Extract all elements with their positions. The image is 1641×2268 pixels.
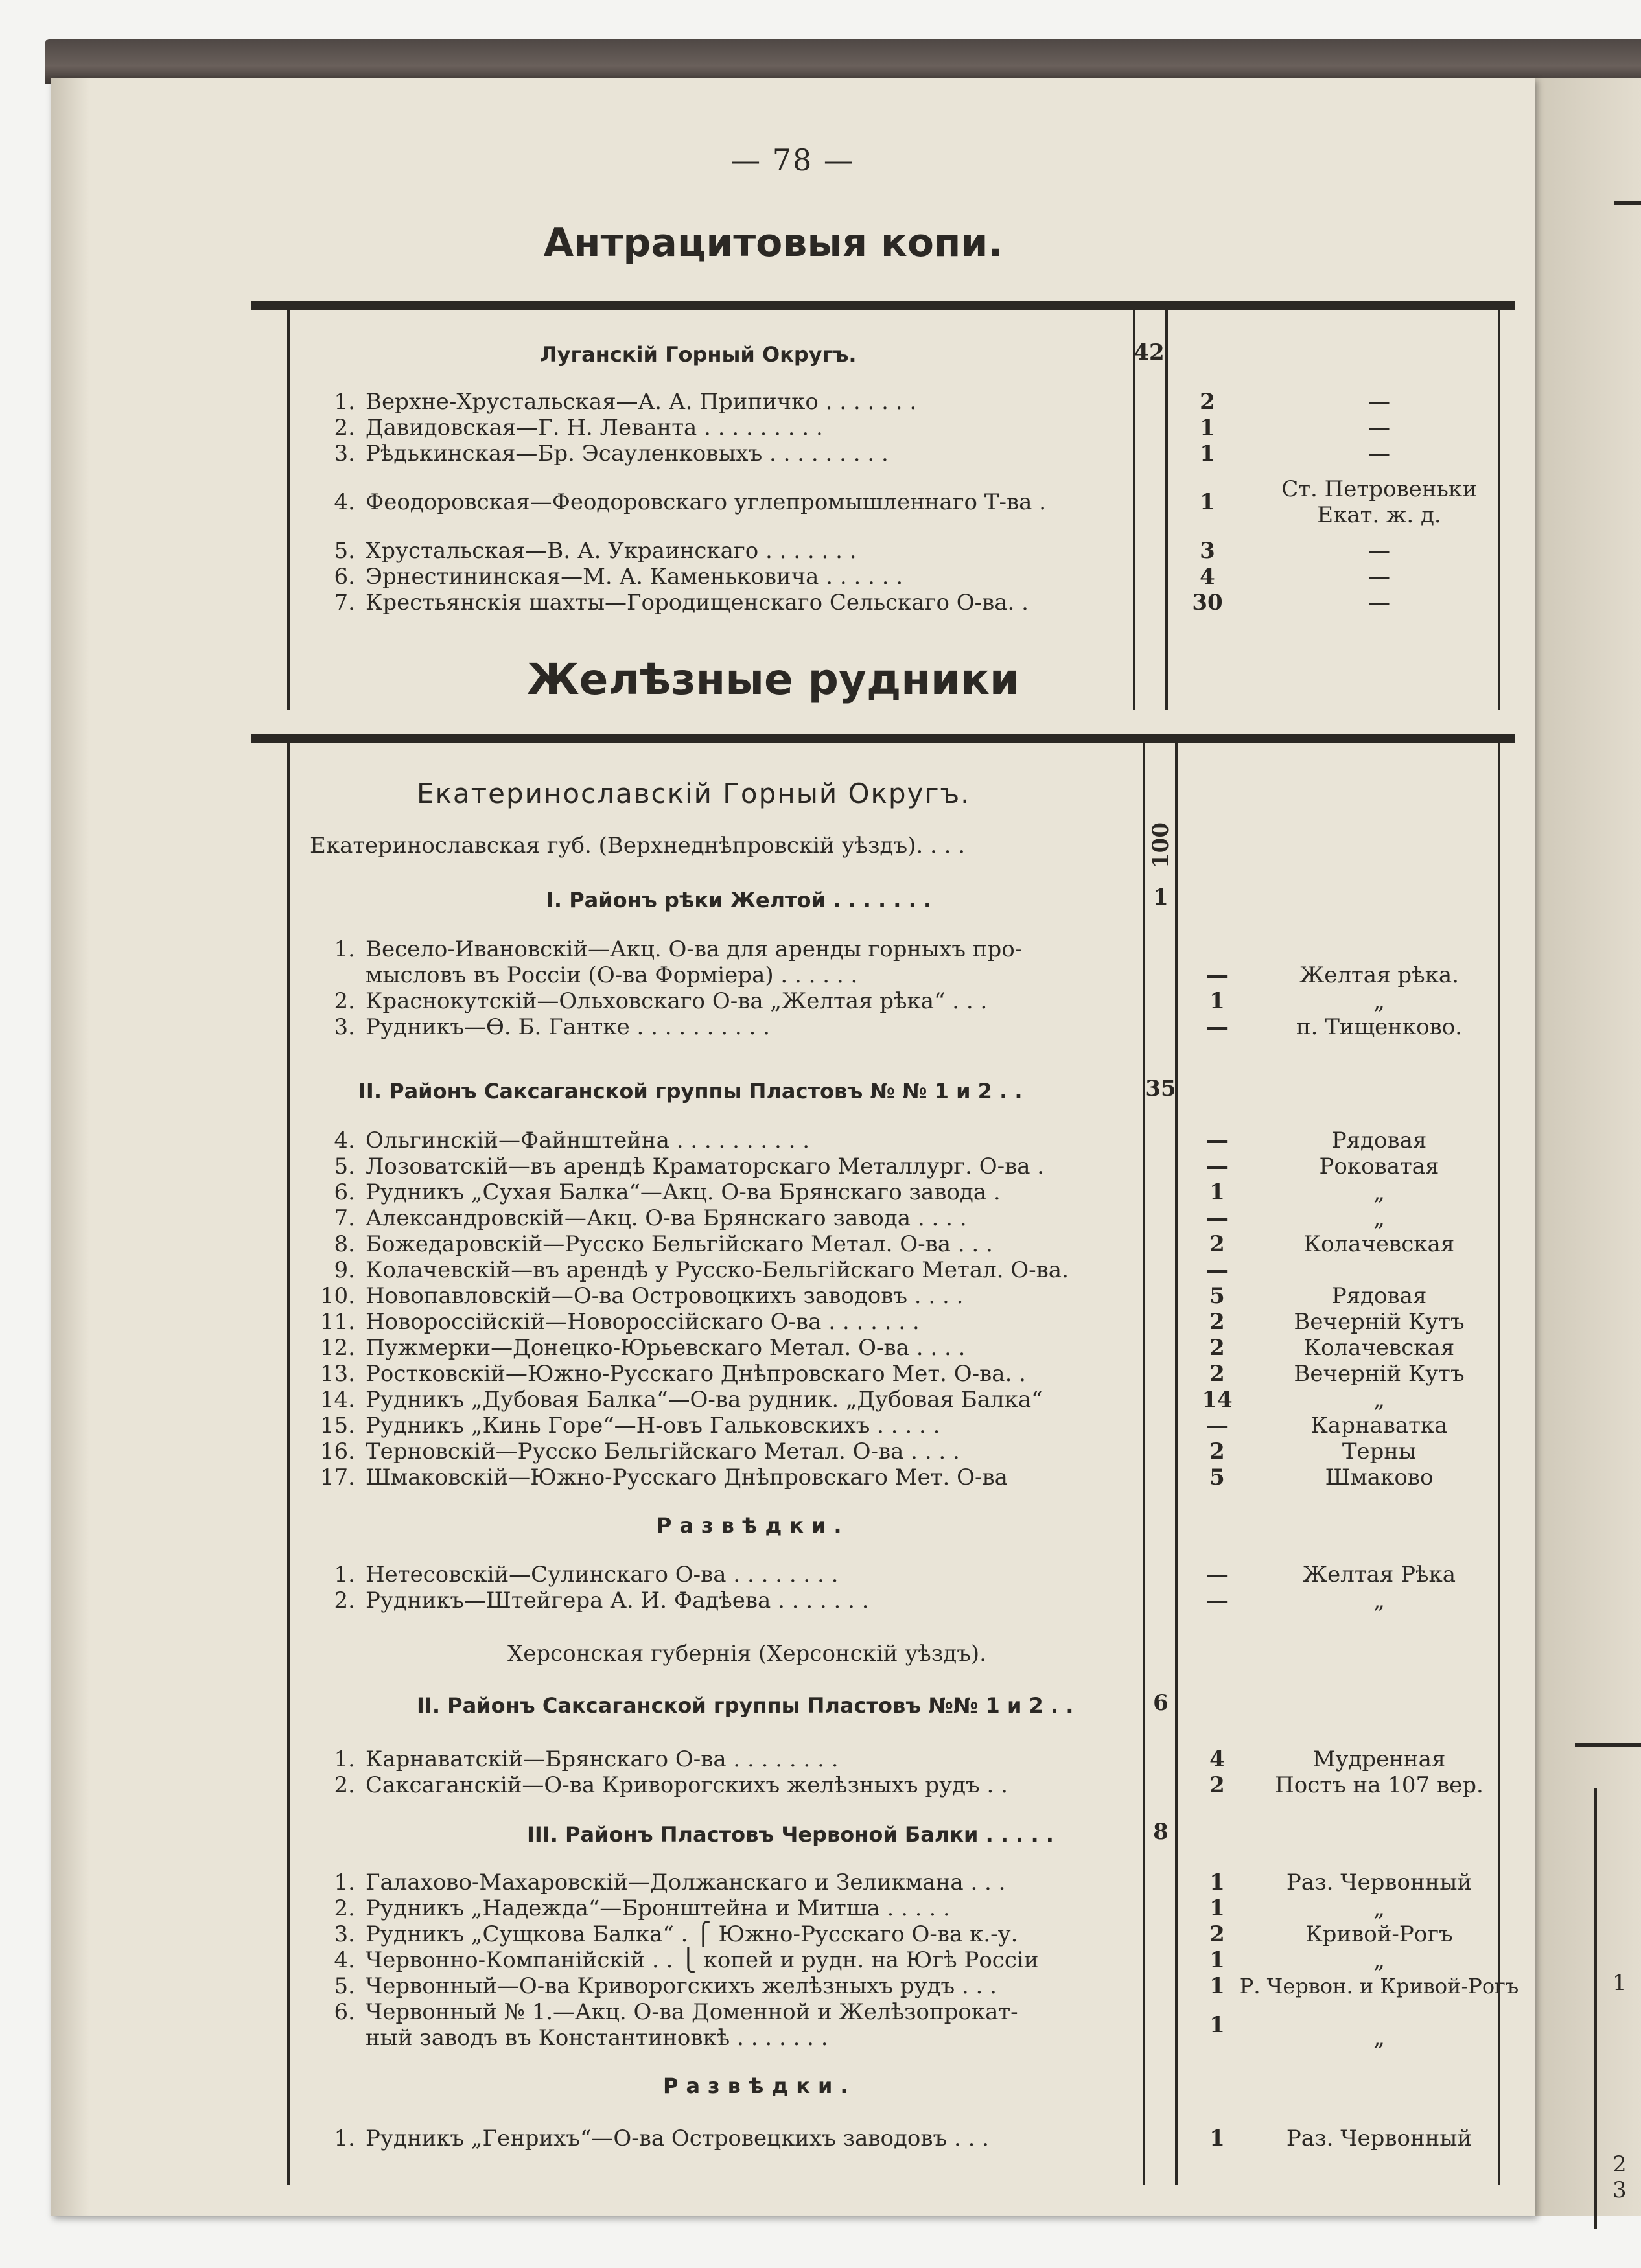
list-item: 3. Рудникъ—Ѳ. Б. Гантке . . . . . . . . . . — п. Тищенково.: [334, 1014, 1463, 1040]
list-item: 3. Рудникъ „Сущкова Балка“ . ⎧ Южно-Русскаго О-ва к.-у. 2 Кривой-Рогъ: [334, 1921, 1453, 1947]
list-item: 1. Галахово-Махаровскій—Должанскаго и Зеликмана . . . 1 Раз. Червонный: [334, 1869, 1472, 1895]
table-left-border: [287, 740, 290, 2185]
region-heading: I. Районъ рѣки Желтой . . . . . . .: [546, 888, 932, 912]
list-item: 2. Давидовская—Г. Н. Леванта . . . . . . . . . 1 —: [334, 415, 1390, 441]
region-total: 6: [1153, 1690, 1169, 1716]
gubernia-total: 100: [1148, 822, 1174, 868]
list-item: 1. Нетесовскій—Сулинскаго О-ва . . . . . . . . — Желтая Рѣка: [334, 1562, 1456, 1588]
right-page-number: 3: [1612, 2177, 1627, 2203]
list-item: 17. Шмаковскій—Южно-Русскаго Днѣпровскаго Мет. О-ва 5 Шмаково: [320, 1464, 1434, 1490]
list-item: 1. Карнаватскій—Брянскаго О-ва . . . . . . . . 4 Мудренная: [334, 1746, 1446, 1772]
next-page-edge: [1530, 78, 1641, 2216]
list-item: 12. Пужмерки—Донецко-Юрьевскаго Метал. О-ва . . . . 2 Колачевская: [320, 1335, 1455, 1361]
section-title-iron-mines: Желѣзные рудники: [526, 654, 1020, 704]
list-item: 3. Рѣдькинская—Бр. Эсауленковыхъ . . . . . . . . . 1 —: [334, 441, 1390, 467]
list-item: 2. Саксаганскій—О-ва Криворогскихъ желѣзныхъ рудъ . . 2 Постъ на 107 вер.: [334, 1772, 1484, 1798]
list-item: 7. Крестьянскія шахты—Городищенскаго Сельскаго О-ва. . 30 —: [334, 590, 1390, 616]
region-total: 8: [1153, 1819, 1169, 1845]
list-item: 6. Рудникъ „Сухая Балка“—Акц. О-ва Брянскаго завода . 1 „: [334, 1179, 1385, 1205]
district-heading: Екатеринославскій Горный Округъ.: [417, 778, 971, 809]
list-item: 4. Червонно-Компанійскій . . ⎩ копей и рудн. на Югѣ Россіи 1 „: [334, 1947, 1385, 1973]
list-item: 13. Ростковскій—Южно-Русскаго Днѣпровскаго Мет. О-ва. . 2 Вечерній Кутъ: [320, 1361, 1465, 1387]
list-item: 5. Хрустальская—В. А. Украинскаго . . . . . . . 3 —: [334, 538, 1390, 564]
right-page-number: 1: [1612, 1970, 1627, 1996]
table-top-rule: [251, 734, 1515, 743]
list-item: 11. Новороссійскій—Новороссійскаго О-ва . . . . . . . 2 Вечерній Кутъ: [320, 1309, 1465, 1335]
razvedki-heading: Развѣдки.: [657, 1513, 850, 1538]
gubernia-heading: Херсонская губернія (Херсонскій уѣздъ).: [507, 1641, 986, 1667]
list-item: 10. Новопавловскій—О-ва Островоцкихъ заводовъ . . . . 5 Рядовая: [320, 1283, 1427, 1309]
region-heading: III. Районъ Пластовъ Червоной Балки . . . . .: [527, 1822, 1054, 1847]
table-left-border: [287, 308, 290, 710]
razvedki-heading: Развѣдки.: [663, 2074, 856, 2098]
list-item: 4. Ольгинскій—Файнштейна . . . . . . . . . . — Рядовая: [334, 1128, 1427, 1153]
list-item: 8. Божедаровскій—Русско Бельгійскаго Метал. О-ва . . . 2 Колачевская: [334, 1231, 1455, 1257]
region-total: 35: [1145, 1076, 1176, 1102]
region-total: 1: [1153, 885, 1169, 910]
page-number: — 78 —: [730, 143, 855, 178]
list-item: 9. Колачевскій—въ арендѣ у Русско-Бельгійскаго Метал. О-ва. —: [334, 1257, 1228, 1283]
list-item: 4. Феодоровская—Феодоровскаго углепромышленнаго Т-ва . 1 Ст. Петровеньки Екат. ж. д.: [334, 476, 1477, 528]
list-item: 2. Рудникъ „Надежда“—Бронштейна и Митша . . . . . 1 „: [334, 1895, 1385, 1921]
book-page: [51, 78, 1535, 2216]
list-item: 1. Рудникъ „Генрихъ“—О-ва Островецкихъ заводовъ . . . 1 Раз. Червонный: [334, 2125, 1472, 2151]
list-item: 1. Весело-Ивановскій—Акц. О-ва для аренды горныхъ про- мысловъ въ Россіи (О-ва Форміера) . . . . . . — Желтая рѣка.: [334, 936, 1459, 988]
list-item: 7. Александровскій—Акц. О-ва Брянскаго завода . . . . — „: [334, 1205, 1385, 1231]
district-heading: Луганскій Горный Округъ.: [540, 342, 857, 367]
list-item: 2. Рудникъ—Штейгера А. И. Фадѣева . . . . . . . — „: [334, 1588, 1385, 1614]
list-item: 5. Червонный—О-ва Криворогскихъ желѣзныхъ рудъ . . . 1 Р. Червон. и Кривой-Рогъ: [334, 1973, 1519, 1999]
list-item: 2. Краснокутскій—Ольховскаго О-ва „Желтая рѣка“ . . . 1 „: [334, 988, 1385, 1014]
list-item: 14. Рудникъ „Дубовая Балка“—О-ва рудник. „Дубовая Балка“ 14 „: [320, 1387, 1385, 1413]
list-item: 5. Лозоватскій—въ арендѣ Краматорскаго Металлург. О-ва . — Роковатая: [334, 1153, 1439, 1179]
list-item: 1. Верхне-Хрустальская—А. А. Припичко . . . . . . . 2 —: [334, 389, 1390, 415]
right-page-number: 2: [1612, 2151, 1627, 2177]
district-total: 42: [1134, 340, 1165, 365]
region-heading: II. Районъ Саксаганской группы Пластовъ № № 1 и 2 . .: [358, 1079, 1023, 1104]
region-heading: II. Районъ Саксаганской группы Пластовъ №№ 1 и 2 . .: [417, 1693, 1074, 1718]
gubernia-heading: Екатеринославская губ. (Верхнеднѣпровскій уѣздъ). . . .: [310, 833, 966, 859]
list-item: 15. Рудникъ „Кинь Горе“—Н-овъ Гальковскихъ . . . . . — Карнаватка: [320, 1413, 1448, 1439]
list-item: 6. Червонный № 1.—Акц. О-ва Доменной и Желѣзопрокат- ный заводъ въ Константиновкѣ . . . . . . . 1 „: [334, 1999, 1385, 2051]
list-item: 6. Эрнестининская—М. А. Каменьковича . . . . . . 4 —: [334, 564, 1390, 590]
table-top-rule: [251, 301, 1515, 310]
section-title-anthracite: Антрацитовыя копи.: [543, 220, 1003, 266]
list-item: 16. Терновскій—Русско Бельгійскаго Метал. О-ва . . . . 2 Терны: [320, 1439, 1417, 1464]
